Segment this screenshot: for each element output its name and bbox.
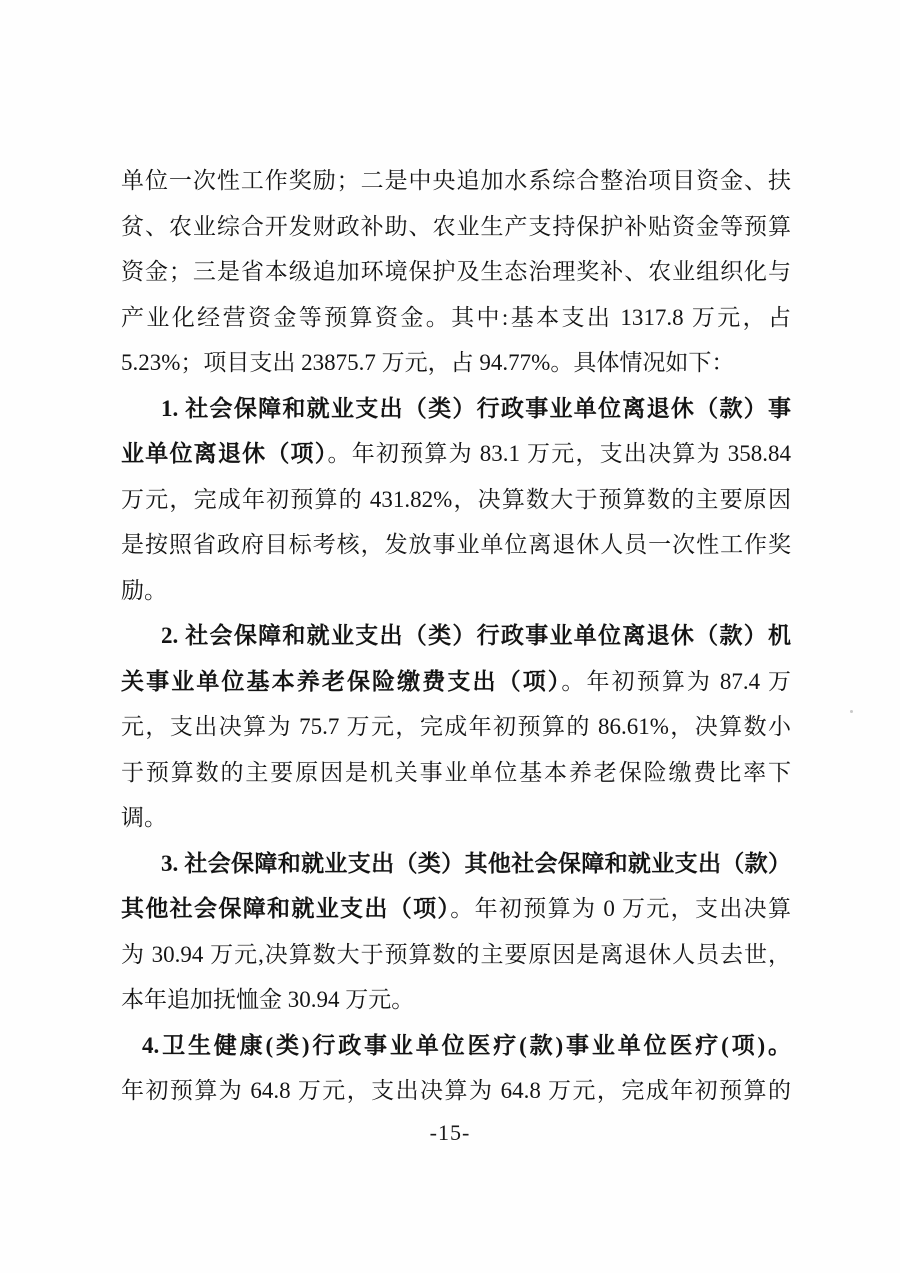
text-line — [121, 841, 791, 887]
body-text: 。年初预算为 0 万元，支出决算 — [450, 896, 791, 921]
heading-text: 2. 社会保障和就业支出（类）行政事业单位离退休（款）机 — [161, 623, 791, 648]
text-line — [121, 522, 791, 568]
text-line — [121, 795, 791, 841]
text-line — [121, 613, 791, 659]
text-line — [121, 977, 791, 1023]
body-text: 元，支出决算为 75.7 万元，完成年初预算的 86.61%，决算数小 — [121, 714, 791, 739]
heading-text: 3. 社会保障和就业支出（类）其他社会保障和就业支出（款） — [161, 850, 791, 876]
body-text: 本年追加抚恤金 30.94 万元。 — [121, 987, 415, 1012]
body-text: 万元，完成年初预算的 431.82%，决算数大于预算数的主要原因 — [121, 486, 791, 512]
body-text: 贫、农业综合开发财政补助、农业生产支持保护补贴资金等预算 — [121, 213, 791, 239]
body-text: 为 30.94 万元,决算数大于预算数的主要原因是离退休人员去世， — [121, 941, 791, 967]
body-text: 励。 — [121, 577, 167, 603]
body-text: 产业化经营资金等预算资金。其中:基本支出 1317.8 万元，占 — [121, 304, 791, 330]
para-overview-continued — [121, 158, 791, 386]
body-text: 单位一次性工作奖励；二是中央追加水系综合整治项目资金、扶 — [121, 168, 791, 193]
body-text: 于预算数的主要原因是机关事业单位基本养老保险缴费比率下 — [121, 759, 791, 785]
text-line — [121, 1023, 791, 1069]
text-line — [121, 704, 791, 750]
para-item-1 — [121, 386, 791, 614]
page-number: -15- — [429, 1120, 471, 1145]
body-text: 。年初预算为 83.1 万元，支出决算为 358.84 — [327, 441, 791, 466]
text-line — [121, 1068, 791, 1114]
text-line — [121, 659, 791, 705]
para-item-2 — [121, 613, 791, 841]
heading-text: 业单位离退休（项） — [121, 441, 328, 466]
text-line — [121, 204, 791, 250]
para-item-3 — [121, 841, 791, 1023]
text-line — [121, 158, 791, 204]
para-item-4 — [121, 1023, 791, 1114]
text-line — [121, 477, 791, 523]
heading-text: 4.卫生健康(类)行政事业单位医疗(款)事业单位医疗(项)。 — [142, 1032, 791, 1058]
text-line — [121, 386, 791, 432]
body-text: 。年初预算为 87.4 万 — [561, 668, 791, 694]
scan-speck — [850, 710, 853, 713]
text-line — [121, 932, 791, 978]
body-text: 年初预算为 64.8 万元，支出决算为 64.8 万元，完成年初预算的 — [121, 1078, 791, 1103]
heading-text: 关事业单位基本养老保险缴费支出（项） — [121, 668, 562, 694]
text-line — [121, 249, 791, 295]
text-line — [121, 568, 791, 614]
text-line — [121, 886, 791, 932]
body-text: 是按照省政府目标考核，发放事业单位离退休人员一次性工作奖 — [121, 532, 791, 557]
document-body — [121, 158, 791, 1114]
body-text: 资金；三是省本级追加环境保护及生态治理奖补、农业组织化与 — [121, 259, 791, 284]
body-text: 调。 — [121, 805, 167, 830]
heading-text: 1. 社会保障和就业支出（类）行政事业单位离退休（款）事 — [161, 395, 791, 421]
text-line — [121, 431, 791, 477]
text-line — [121, 750, 791, 796]
text-line — [121, 295, 791, 341]
heading-text: 其他社会保障和就业支出（项） — [121, 896, 451, 921]
text-line — [121, 340, 791, 386]
body-text: 5.23%；项目支出 23875.7 万元，占 94.77%。具体情况如下： — [121, 350, 735, 375]
